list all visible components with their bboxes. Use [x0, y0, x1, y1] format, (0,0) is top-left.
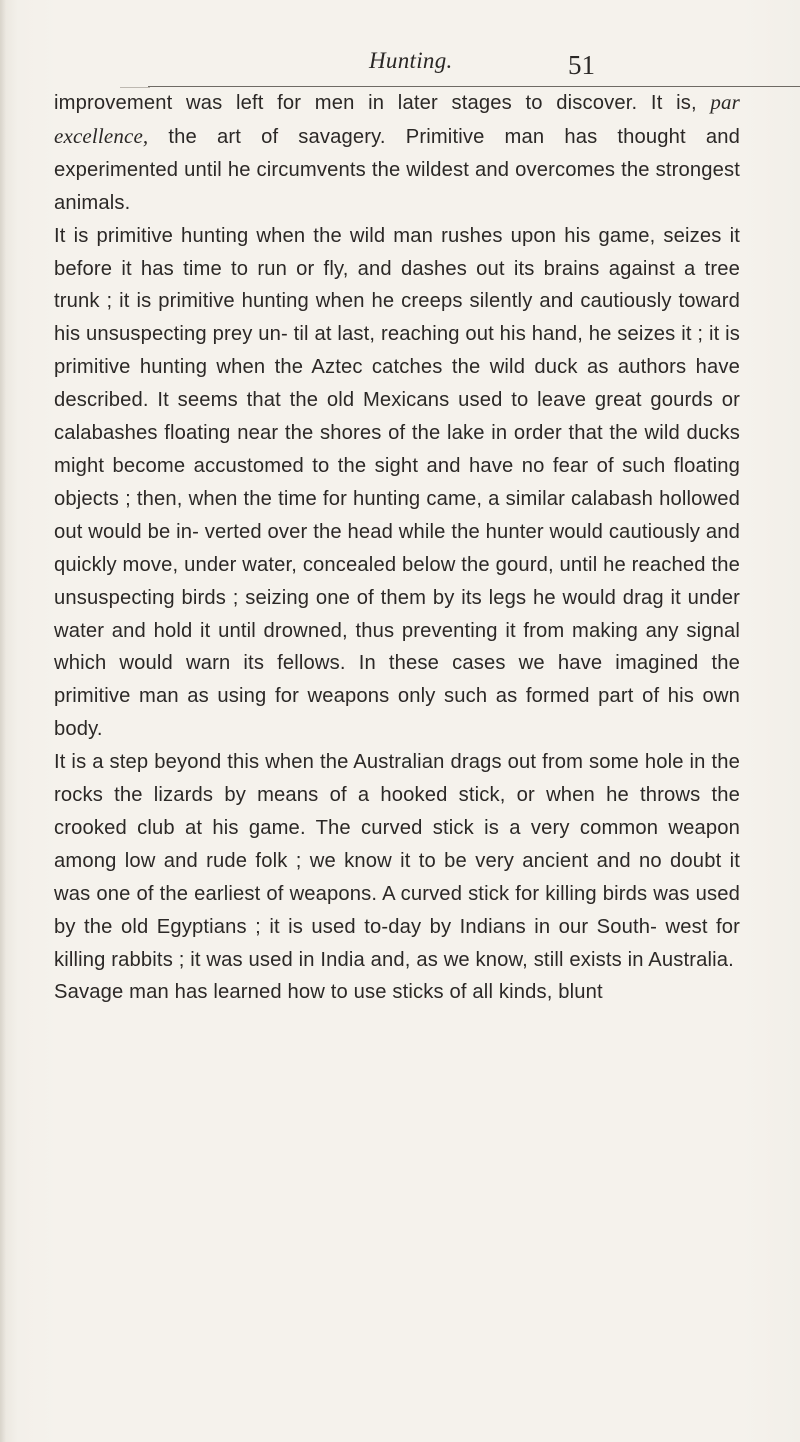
- paragraph-1: [54, 86, 740, 220]
- paragraph-4: Savage man has learned how to use sticks of all kinds, blunt: [54, 981, 603, 1004]
- body-text: [54, 86, 740, 1009]
- page-number: 51: [568, 50, 595, 80]
- gutter-shadow: [0, 0, 6, 1442]
- paragraph-1-start: improvement was left for men in later stages to discover. It is,: [54, 92, 711, 114]
- paragraph-2: It is primitive hunting when the wild man rushes upon his game, seizes it before it has time to run or fly, and dashes out its brains against a tree trunk ; it is primitive hunting when he creeps silently and cautiously toward his unsuspecting prey un- til at last, reaching out his hand, he seizes it ; it is primitive hunting when the Aztec catches the wild duck as authors have described. It seems that the old Mexicans used to leave great gourds or calabashes floating near the shores of the lake in order that the wild ducks might become accustomed to the sight and have no fear of such floating objects ; then, when the time for hunting came, a similar calabash hollowed out would be in- verted over the head while the hunter would cautiously and quickly move, under water, concealed below the gourd, until he reached the unsuspecting birds ; seizing one of them by its legs he would drag it under water and hold it until drowned, thus preventing it from making any signal which would warn its fellows. In these cases we have imagined the primitive man as using for weapons only such as formed part of his own body.: [54, 224, 740, 741]
- paragraph-1-italic: par excellence,: [54, 90, 740, 148]
- paragraph-3: It is a step beyond this when the Australian drags out from some hole in the rocks the lizards by means of a hooked stick, or when he throws the crooked club at his game. The curved stick is a very common weapon among low and rude folk ; we know it to be very ancient and no doubt it was one of the earliest of weapons. A curved stick for killing birds was used by the old Egyptians ; it is used to-day by Indians in our South- west for killing rabbits ; it was used in India and, as we know, still exists in Australia.: [54, 751, 740, 971]
- paragraph-1-end: the art of savagery. Primitive man has thought and experimented until he circumvents the wildest and overcomes the strongest animals.: [54, 125, 740, 214]
- running-title: Hunting.: [369, 48, 453, 73]
